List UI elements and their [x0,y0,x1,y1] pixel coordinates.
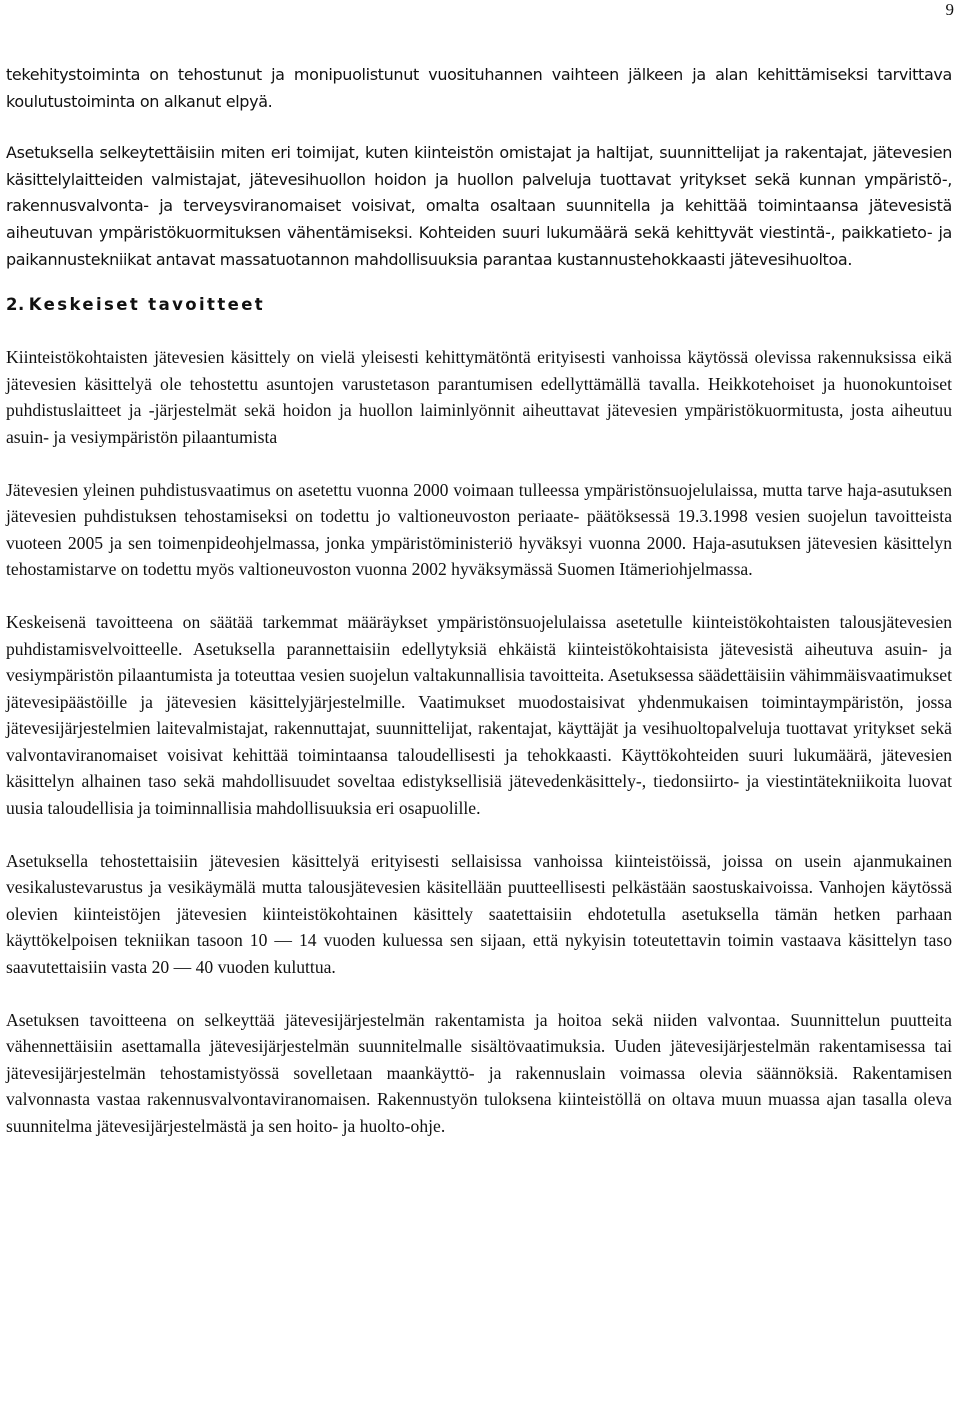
paragraph-old-properties: Asetuksella tehostettaisiin jätevesien käsittelyä erityisesti sellaisissa vanhoissa kiinteistöissä, joissa on usein ajanmukainen vesikalustevarustus ja vesikäymälä mutta talousjätevesien käsitellään puutteellisesti pelkästään saostuskaivoissa. Vanhojen käytössä olevien kiinteistöjen jätevesien kiinteistökohtainen käsittely saatettaisiin ehdotetulla asetuksella tämän hetken parhaan käyttökelpoisen tekniikan tasoon 10 — 14 vuoden kuluessa sen sijaan, että nykyisin toteutettavin toimin vastaava käsittelyn taso saavutettaisiin vasta 20 — 40 vuoden kuluttua. [6,850,952,978]
paragraph-wastewater-treatment: Kiinteistökohtaisten jätevesien käsittely on vielä yleisesti kehittymätöntä erityisesti vanhoissa käytössä olevissa rakennuksissa eikä jätevesien käsittelyä ole tehostettu asuntojen varustetason parantumisen edellyttämällä tavalla. Heikkotehoiset ja huonokuntoiset puhdistuslaitteet ja -järjestelmät sekä hoidon ja huollon laiminlyönnit aiheuttavat jätevesien ympäristökuormitusta, josta aiheutuu asuin- ja vesiympäristön pilaantumista [6,347,952,447]
paragraph-key-objective: Keskeisenä tavoitteena on säätää tarkemmat määräykset ympäristönsuojelulaissa asetetulle kiinteistökohtaisten talousjätevesien puhdistamisvelvoitteelle. Asetuksella parannettaisiin edellytyksiä ehkäistä kiinteistökohtaisista jätevesistä aiheutuva asuin- ja vesiympäristön pilaantumista ja toteuttaa vesien suojelun valtakunnallisia tavoitteita. Asetuksessa säädettäisiin vähimmäisvaatimukset jätevesipäästöille ja jätevesien käsittelyjärjestelmille. Vaatimukset muodostaisivat yhdenmukaisen toimintaympäristön, jossa jätevesijärjestelmien laitevalmistajat, rakennuttajat, suunnittelijat, rakentajat, käyttäjät ja vesihuoltopalveluja tuottavat yritykset sekä valvontaviranomaiset voisivat kehittää toimintaansa taloudellisesti ja tehokkaasti. Käyttökohteiden suuri lukumäärä, jätevesien käsittelyn alhainen taso sekä mahdollisuudet soveltaa edistyksellisiä jätevedenkäsittely-, tiedonsiirto- ja viestintätekniikoita luovat uusia taloudellisia ja toiminnallisia mahdollisuuksia eri osapuolille. [6,611,952,819]
section-heading [6,292,952,318]
paragraph-regulation-clarity: Asetuksella selkeytettäisiin miten eri toimijat, kuten kiinteistön omistajat ja haltijat, suunnittelijat ja rakentajat, jätevesien käsittelylaitteiden valmistajat, jätevesihuollon hoidon ja huollon palveluja tuottavat yritykset sekä kunnan ympäristö-, rakennusvalvonta- ja terveysviranomaiset voisivat, omalta osaltaan suunnitella ja kehittää toimintaansa jätevesistä aiheutuvan ympäristökuormituksen vähentämiseksi. Kohteiden suuri lukumäärä sekä kehittyvät viestintä-, paikkatieto- ja paikannustekniikat antavat massatuotannon mahdollisuuksia parantaa kustannustehokkaasti jätevesihuoltoa. [6,143,952,269]
page-number: 9 [945,0,954,19]
paragraph-intro-continuation: tekehitystoiminta on tehostunut ja monipuolistunut vuosituhannen vaihteen jälkeen ja alan kehittämiseksi tarvittava koulutustoiminta on alkanut elpyä. [6,65,952,111]
paragraph-general-requirement: Jätevesien yleinen puhdistusvaatimus on asetettu vuonna 2000 voimaan tulleessa ympäristönsuojelulaissa, mutta tarve haja-asutuksen jätevesien puhdistuksen tehostamiseksi on todettu jo valtioneuvoston periaate- päätöksessä 19.3.1998 vesien suojelun tavoitteista vuoteen 2005 ja sen toimenpideohjelmassa, jonka ympäristöministeriö hyväksyi vuonna 2000. Haja-asutuksen jätevesien käsittelyn tehostamistarve on todettu myös valtioneuvoston vuonna 2002 hyväksymässä Suomen Itämeriohjelmassa. [6,479,952,580]
document-body [6,62,952,1140]
section-title: Keskeiset tavoitteet [28,295,266,315]
paragraph-system-goal: Asetuksen tavoitteena on selkeyttää jätevesijärjestelmän rakentamista ja hoitoa sekä niiden valvontaa. Suunnittelun puutteita vähennettäisiin asettamalla jätevesijärjestelmän suunnitelmalle sisältövaatimuksia. Uuden jätevesijärjestelmän rakentamisessa tai jätevesijärjestelmän tehostamistyössä sovelletaan maankäyttö- ja rakennuslain voimassa olevia säännöksiä. Rakentamisen valvonnasta vastaa rakennusvalvontaviranomaisen. Rakennustyön tuloksena kiinteistöllä on oltava muun muassa ajan tasalla oleva suunnitelma jätevesijärjestelmästä ja sen hoito- ja huolto-ohje. [6,1009,952,1136]
section-number: 2. [6,295,25,315]
